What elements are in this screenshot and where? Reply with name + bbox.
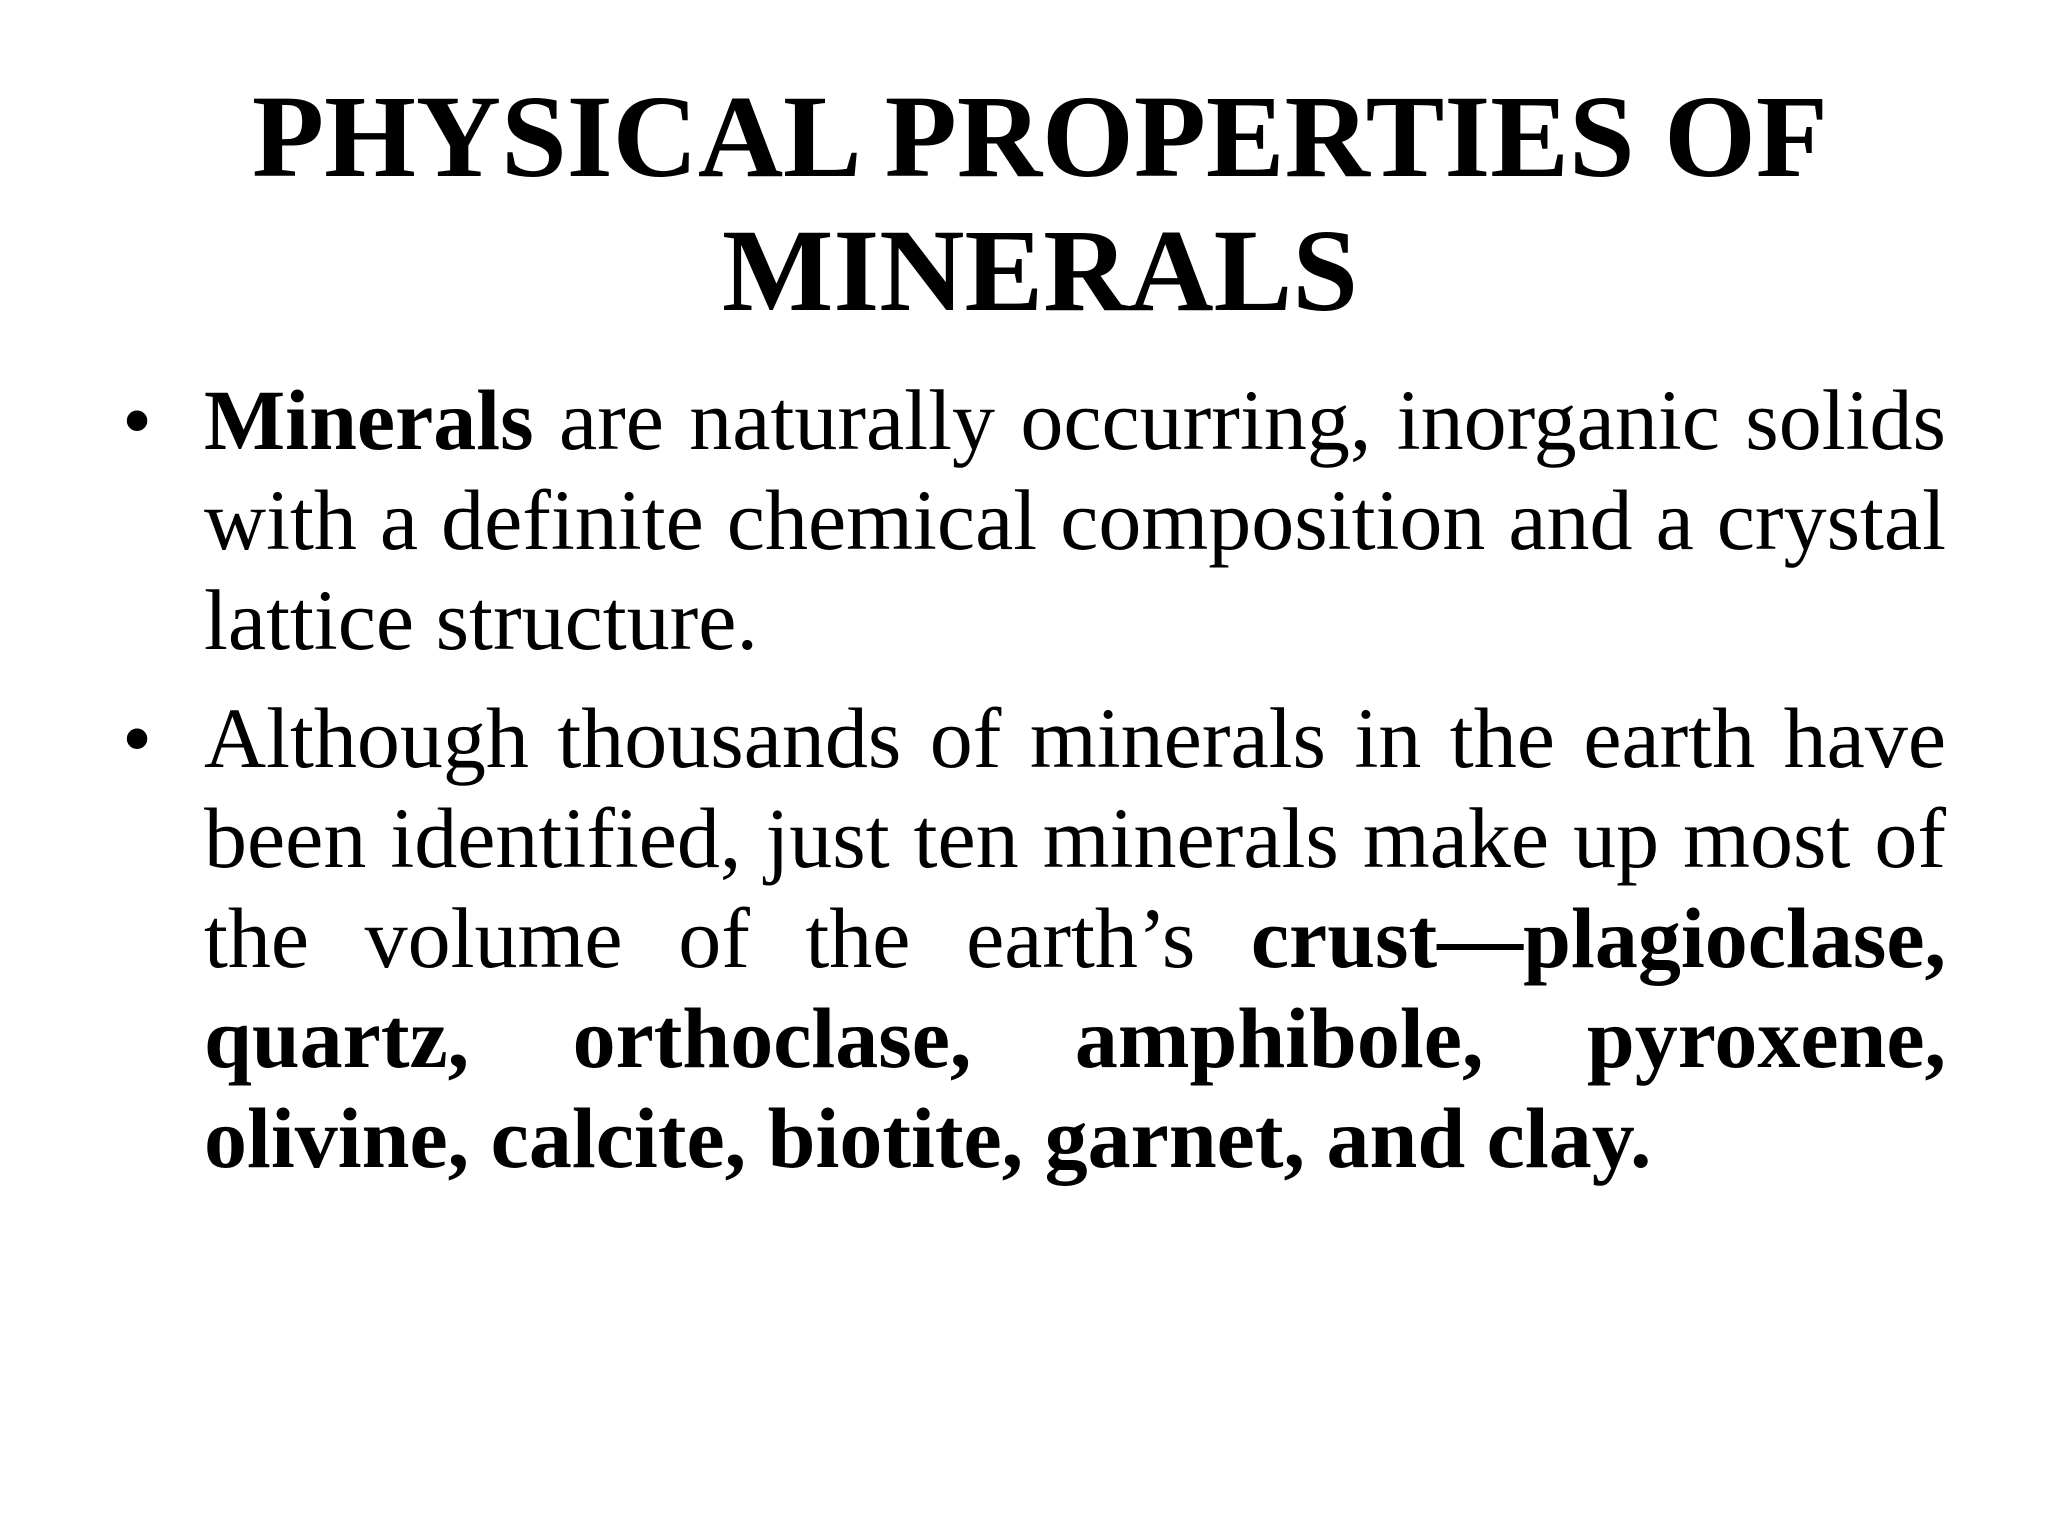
bullet-list: [118, 370, 1946, 1206]
slide-title: [180, 70, 1900, 338]
bullet-dot-icon: •: [122, 690, 153, 786]
bullet-item-crust-minerals: [118, 688, 1946, 1188]
bullet-dot-icon: •: [122, 372, 153, 468]
slide-title-line-2: MINERALS: [722, 205, 1358, 336]
bold-term-minerals: Minerals: [204, 372, 534, 468]
bullet-body-text: are naturally occurring, inorganic solids with a definite chemical composition and a crystal lattice structure.: [204, 372, 1946, 668]
bold-mineral-list: crust—plagioclase, quartz, orthoclase, amphibole, pyroxene, olivine, calcite, biotite, garnet, and clay.: [204, 890, 1946, 1186]
bullet-item-minerals-definition: [118, 370, 1946, 670]
bullet-text: [204, 370, 1946, 670]
bullet-body-text: Although thousands of minerals in the earth have been identified, just ten minerals make up most of the volume of the earth’s: [204, 690, 1946, 986]
bullet-text: [204, 688, 1946, 1188]
slide-title-line-1: PHYSICAL PROPERTIES OF: [251, 71, 1828, 202]
